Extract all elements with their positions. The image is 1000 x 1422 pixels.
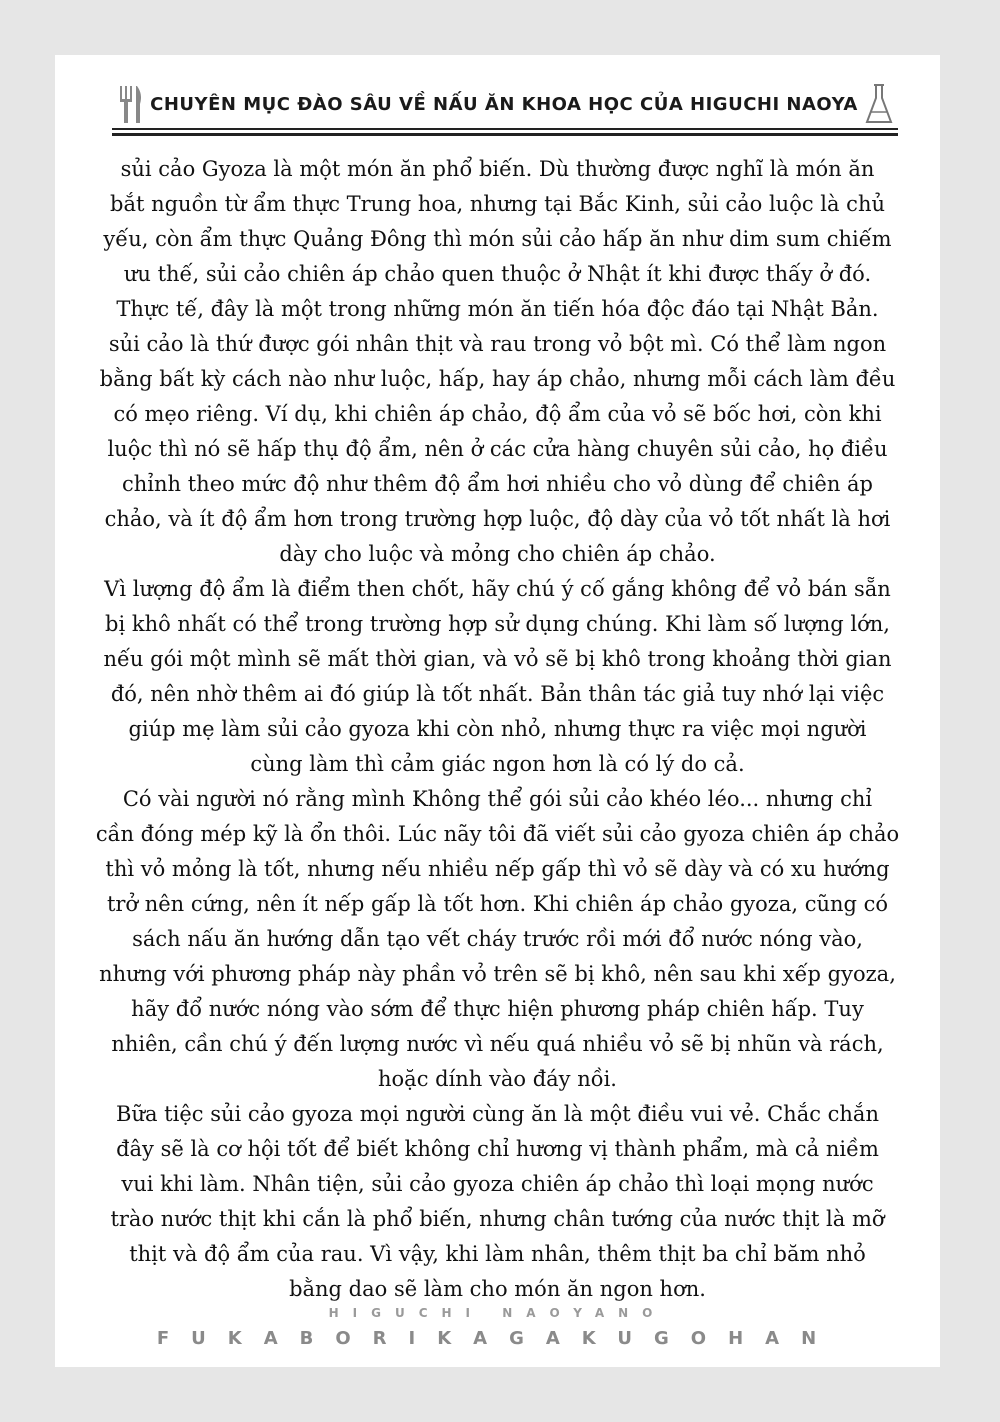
body-line: sách nấu ăn hướng dẫn tạo vết cháy trước rồi mới đổ nước nóng vào, xyxy=(132,927,863,951)
article-body xyxy=(73,152,922,1307)
page-panel xyxy=(55,55,940,1367)
body-line: chỉnh theo mức độ như thêm độ ẩm hơi nhiều cho vỏ dùng để chiên áp xyxy=(122,472,873,496)
body-line: đây sẽ là cơ hội tốt để biết không chỉ hương vị thành phẩm, mà cả niềm xyxy=(116,1137,879,1161)
body-line: yếu, còn ẩm thực Quảng Đông thì món sủi cảo hấp ăn như dim sum chiếm xyxy=(103,227,892,251)
body-line: đó, nên nhờ thêm ai đó giúp là tốt nhất. Bản thân tác giả tuy nhớ lại việc xyxy=(110,682,885,706)
body-line: cùng làm thì cảm giác ngon hơn là có lý do cả. xyxy=(250,752,745,776)
header-title: CHUYÊN MỤC ĐÀO SÂU VỀ NẤU ĂN KHOA HỌC CỦA HIGUCHI NAOYA xyxy=(150,94,858,115)
body-line: ưu thế, sủi cảo chiên áp chảo quen thuộc ở Nhật ít khi được thấy ở đó. xyxy=(123,262,872,286)
body-line: Thực tế, đây là một trong những món ăn tiến hóa độc đáo tại Nhật Bản. xyxy=(116,297,879,321)
body-line: sủi cảo là thứ được gói nhân thịt và rau trong vỏ bột mì. Có thể làm ngon xyxy=(108,332,887,356)
footer-series: FUKABORIKAGAKUGOHAN xyxy=(156,1328,839,1349)
body-line: nhưng với phương pháp này phần vỏ trên sẽ bị khô, nên sau khi xếp gyoza, xyxy=(99,962,896,986)
body-line: chảo, và ít độ ẩm hơn trong trường hợp luộc, độ dày của vỏ tốt nhất là hơi xyxy=(104,507,891,531)
body-line: thịt và độ ẩm của rau. Vì vậy, khi làm nhân, thêm thịt ba chỉ băm nhỏ xyxy=(129,1242,866,1266)
body-line: nếu gói một mình sẽ mất thời gian, và vỏ sẽ bị khô trong khoảng thời gian xyxy=(103,647,892,671)
body-line: có mẹo riêng. Ví dụ, khi chiên áp chảo, độ ẩm của vỏ sẽ bốc hơi, còn khi xyxy=(113,402,882,426)
header-rule-thin xyxy=(112,128,898,130)
body-line: sủi cảo Gyoza là một món ăn phổ biến. Dù thường được nghĩ là món ăn xyxy=(120,157,875,181)
body-line: giúp mẹ làm sủi cảo gyoza khi còn nhỏ, nhưng thực ra việc mọi người xyxy=(128,717,867,741)
body-line: bị khô nhất có thể trong trường hợp sử dụng chúng. Khi làm số lượng lớn, xyxy=(105,612,890,636)
body-line: Bữa tiệc sủi cảo gyoza mọi người cùng ăn là một điều vui vẻ. Chắc chắn xyxy=(116,1102,879,1126)
body-line: bằng dao sẽ làm cho món ăn ngon hơn. xyxy=(289,1277,706,1301)
body-line: luộc thì nó sẽ hấp thụ độ ẩm, nên ở các cửa hàng chuyên sủi cảo, họ điều xyxy=(107,437,888,461)
body-line: hoặc dính vào đáy nồi. xyxy=(378,1067,617,1091)
body-line: trở nên cứng, nên ít nếp gấp là tốt hơn. Khi chiên áp chảo gyoza, cũng có xyxy=(106,892,889,916)
body-line: trào nước thịt khi cắn là phổ biến, nhưng chân tướng của nước thịt là mỡ xyxy=(110,1207,885,1231)
column-header xyxy=(110,80,900,152)
body-line: hãy đổ nước nóng vào sớm để thực hiện phương pháp chiên hấp. Tuy xyxy=(131,997,864,1021)
body-line: bắt nguồn từ ẩm thực Trung hoa, nhưng tại Bắc Kinh, sủi cảo luộc là chủ xyxy=(110,192,885,216)
body-line: bằng bất kỳ cách nào như luộc, hấp, hay áp chảo, nhưng mỗi cách làm đều xyxy=(99,367,896,391)
body-line: nhiên, cần chú ý đến lượng nước vì nếu quá nhiều vỏ sẽ bị nhũn và rách, xyxy=(111,1032,884,1056)
body-line: dày cho luộc và mỏng cho chiên áp chảo. xyxy=(279,542,716,566)
body-line: vui khi làm. Nhân tiện, sủi cảo gyoza chiên áp chảo thì loại mọng nước xyxy=(121,1172,874,1196)
footer-author: HIGUCHI NAOYANO xyxy=(328,1306,667,1320)
fork-icon xyxy=(116,84,144,124)
body-line: Vì lượng độ ẩm là điểm then chốt, hãy chú ý cố gắng không để vỏ bán sẵn xyxy=(104,577,891,601)
body-line: Có vài người nó rằng mình Không thể gói sủi cảo khéo léo... nhưng chỉ xyxy=(122,787,873,811)
body-line: thì vỏ mỏng là tốt, nhưng nếu nhiều nếp gấp thì vỏ sẽ dày và có xu hướng xyxy=(105,857,890,881)
body-line: cần đóng mép kỹ là ổn thôi. Lúc nãy tôi đã viết sủi cảo gyoza chiên áp chảo xyxy=(95,822,900,846)
header-rule-thick xyxy=(112,133,898,136)
flask-icon xyxy=(864,82,894,126)
